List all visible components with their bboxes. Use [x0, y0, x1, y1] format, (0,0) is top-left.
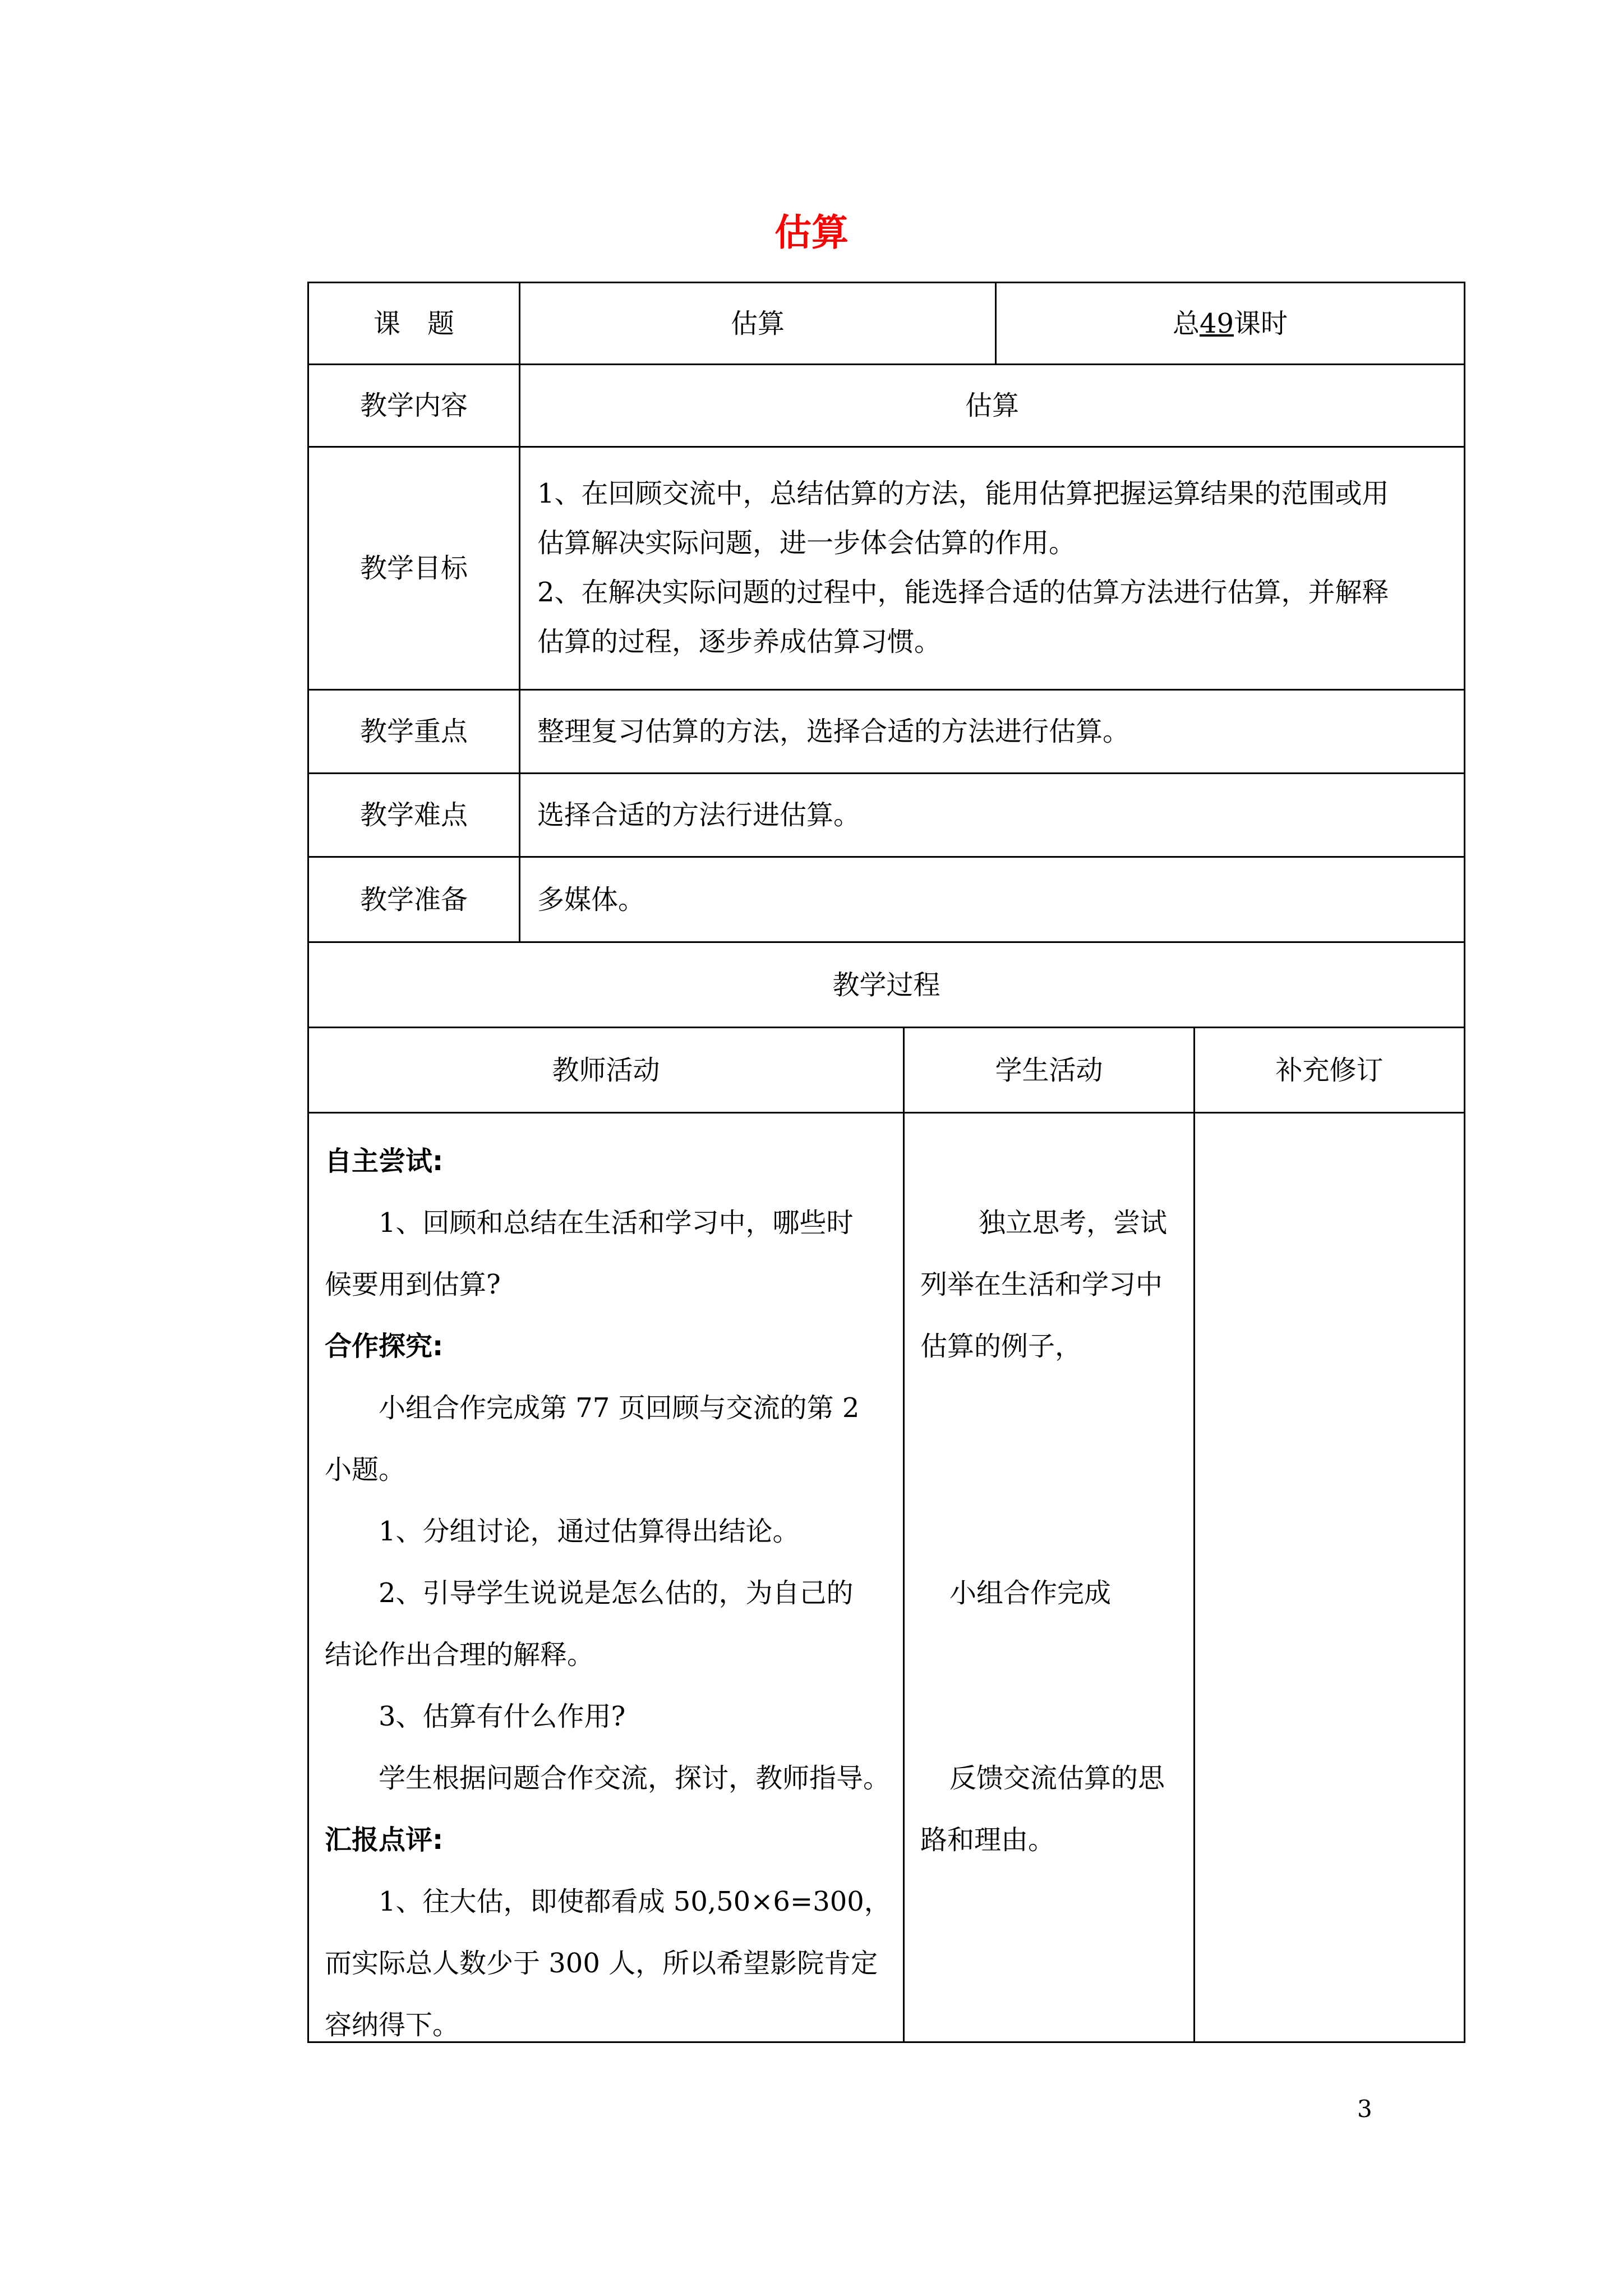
notes-header: 补充修订	[1275, 1054, 1384, 1086]
total-lessons-cell	[995, 282, 1465, 365]
teacher-header: 教师活动	[552, 1054, 660, 1086]
teacher-line: 3、估算有什么作用?	[379, 1701, 626, 1732]
teacher-line: 1、分组讨论，通过估算得出结论。	[379, 1516, 800, 1547]
prep-value-cell	[519, 856, 1465, 943]
teacher-line: 1、回顾和总结在生活和学习中，哪些时	[379, 1207, 854, 1239]
student-line: 独立思考，尝试	[979, 1207, 1168, 1239]
difficulty-value-cell	[519, 772, 1465, 858]
section-heading: 汇报点评:	[325, 1824, 444, 1856]
goal-line: 估算解决实际问题，进一步体会估算的作用。	[537, 527, 1076, 559]
difficulty-label-cell	[307, 772, 520, 858]
student-line: 列举在生活和学习中	[920, 1269, 1163, 1300]
key-label-cell	[307, 689, 520, 774]
difficulty-label: 教学难点	[359, 799, 468, 831]
total-suffix: 课时	[1234, 307, 1288, 339]
teacher-line: 2、引导学生说说是怎么估的，为自己的	[379, 1577, 854, 1609]
page-number: 3	[1357, 2095, 1372, 2123]
total-number: 49	[1199, 307, 1234, 339]
content-label: 教学内容	[359, 390, 468, 421]
key-value: 整理复习估算的方法，选择合适的方法进行估算。	[537, 716, 1130, 747]
prep-value: 多媒体。	[537, 884, 645, 915]
process-title-cell	[307, 941, 1465, 1028]
goal-label: 教学目标	[359, 553, 468, 584]
page-title: 估算	[774, 211, 849, 254]
goal-line: 估算的过程，逐步养成估算习惯。	[537, 626, 942, 657]
student-line: 小组合作完成	[949, 1577, 1112, 1609]
key-label: 教学重点	[359, 716, 468, 747]
student-line: 估算的例子，	[920, 1331, 1082, 1362]
goal-line: 2、在解决实际问题的过程中，能选择合适的估算方法进行估算，并解释	[537, 577, 1389, 608]
teacher-activity-cell	[307, 1112, 905, 2043]
teacher-header-cell	[307, 1027, 905, 1114]
teacher-line: 1、往大估，即使都看成 50,50×6=300，	[379, 1886, 891, 1917]
teacher-line: 候要用到估算?	[325, 1269, 501, 1300]
section-heading: 自主尝试:	[325, 1145, 444, 1177]
teacher-line: 而实际总人数少于 300 人，所以希望影院肯定	[325, 1948, 878, 1979]
goal-label-cell	[307, 446, 520, 691]
difficulty-value: 选择合适的方法行进估算。	[537, 799, 861, 831]
student-line: 路和理由。	[920, 1824, 1055, 1856]
prep-label: 教学准备	[359, 884, 468, 915]
student-header: 学生活动	[995, 1054, 1103, 1086]
teacher-line: 学生根据问题合作交流，探讨，教师指导。	[379, 1763, 891, 1794]
teacher-line: 小题。	[325, 1454, 406, 1485]
content-value-cell	[519, 364, 1465, 448]
goal-value-cell	[519, 446, 1465, 691]
content-label-cell	[307, 364, 520, 448]
topic-value-cell	[519, 282, 997, 365]
notes-cell	[1193, 1112, 1465, 2043]
student-activity-cell	[903, 1112, 1195, 2043]
prep-label-cell	[307, 856, 520, 943]
student-header-cell	[903, 1027, 1195, 1114]
notes-header-cell	[1193, 1027, 1465, 1114]
topic-value: 估算	[730, 307, 785, 339]
process-title: 教学过程	[832, 969, 940, 1001]
goal-line: 1、在回顾交流中，总结估算的方法，能用估算把握运算结果的范围或用	[537, 478, 1389, 509]
student-line: 反馈交流估算的思	[949, 1763, 1165, 1794]
key-value-cell	[519, 689, 1465, 774]
content-value: 估算	[965, 390, 1019, 421]
section-heading: 合作探究:	[325, 1331, 444, 1362]
topic-label: 课 题	[373, 307, 454, 339]
total-prefix: 总	[1172, 307, 1200, 339]
topic-label-cell	[307, 282, 520, 365]
teacher-line: 结论作出合理的解释。	[325, 1639, 594, 1671]
teacher-line: 小组合作完成第 77 页回顾与交流的第 2	[379, 1392, 860, 1424]
teacher-line: 容纳得下。	[325, 2009, 460, 2041]
